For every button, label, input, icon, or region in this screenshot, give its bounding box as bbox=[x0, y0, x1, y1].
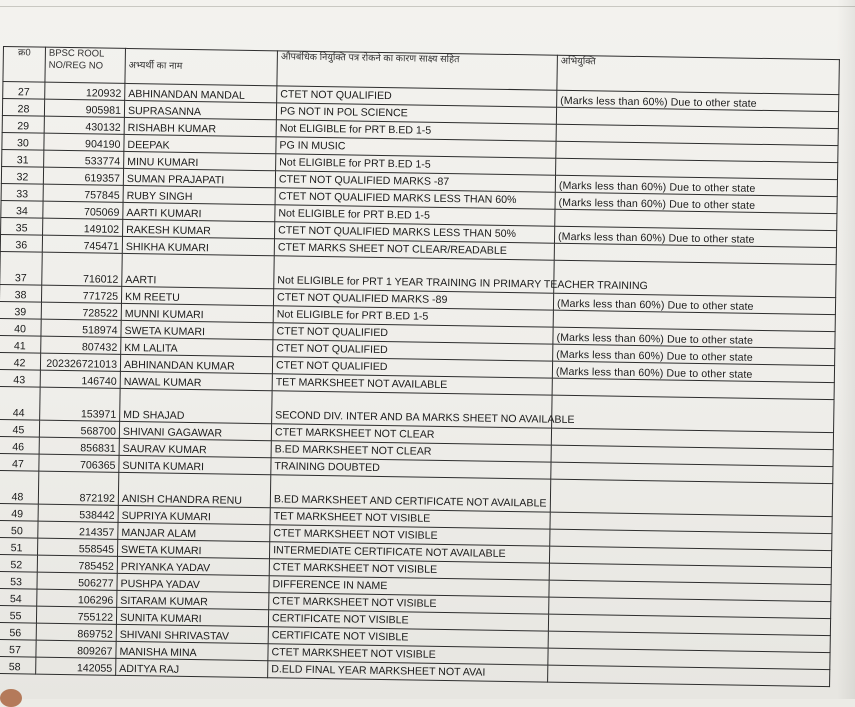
cell-serial: 42 bbox=[0, 352, 41, 370]
cell-serial: 54 bbox=[0, 588, 37, 606]
cell-roll-no: 728522 bbox=[41, 302, 121, 320]
cell-serial: 56 bbox=[0, 622, 36, 640]
cell-remark: (Marks less than 60%) Due to other state bbox=[553, 344, 835, 365]
cell-roll-no: 538442 bbox=[38, 504, 118, 522]
cell-reason: D.ELD FINAL YEAR MARKSHEET NOT AVAI bbox=[268, 661, 548, 682]
cell-serial: 31 bbox=[2, 149, 44, 167]
cell-reason: Not ELIGIBLE for PRT 1 YEAR TRAINING IN PRIMARY TEACHER TRAINING bbox=[274, 256, 554, 293]
cell-reason: INTERMEDIATE CERTIFICATE NOT AVAILABLE bbox=[269, 542, 549, 563]
cell-candidate-name: SUMAN PRAJAPATI bbox=[123, 168, 275, 187]
cell-candidate-name: SHIKHA KUMARI bbox=[122, 236, 274, 255]
cell-remark: (Marks less than 60%) Due to other state bbox=[553, 327, 835, 348]
cell-reason: CTET NOT QUALIFIED MARKS LESS THAN 60% bbox=[275, 188, 555, 209]
cell-reason: CTET MARKSHEET NOT VISIBLE bbox=[270, 525, 550, 546]
cell-serial: 27 bbox=[3, 82, 45, 100]
cell-candidate-name: MINU KUMARI bbox=[124, 151, 276, 170]
scan-edge-shadow bbox=[837, 0, 855, 699]
header-roll-no: BPSC ROOL NO/REG NO bbox=[45, 47, 126, 83]
cell-serial: 28 bbox=[2, 99, 44, 117]
cell-serial: 44 bbox=[0, 386, 40, 420]
cell-candidate-name: SUNITA KUMARI bbox=[119, 455, 271, 474]
cell-serial: 47 bbox=[0, 453, 39, 471]
cell-candidate-name: SUNITA KUMARI bbox=[116, 607, 268, 626]
cell-reason: CERTIFICATE NOT VISIBLE bbox=[268, 610, 548, 631]
cell-serial: 39 bbox=[0, 301, 41, 319]
cell-reason: CTET NOT QUALIFIED MARKS -87 bbox=[275, 171, 555, 192]
cell-roll-no: 856831 bbox=[39, 437, 119, 455]
page-top-rule bbox=[0, 6, 855, 7]
cell-candidate-name: MANISHA MINA bbox=[116, 641, 268, 660]
cell-serial: 46 bbox=[0, 436, 39, 454]
cell-reason: SECOND DIV. INTER AND BA MARKS SHEET NO AVAILABLE bbox=[272, 391, 552, 428]
cell-candidate-name: RUBY SINGH bbox=[123, 185, 275, 204]
cell-roll-no: 785452 bbox=[37, 555, 117, 573]
header-remark: अभियुक्ति bbox=[557, 55, 840, 94]
cell-serial: 45 bbox=[0, 419, 40, 437]
cell-roll-no: 755122 bbox=[36, 606, 116, 624]
cell-reason: Not ELIGIBLE for PRT B.ED 1-5 bbox=[273, 306, 553, 327]
cell-reason: TRAINING DOUBTED bbox=[271, 458, 551, 479]
cell-serial: 49 bbox=[0, 503, 38, 521]
cell-reason: CTET NOT QUALIFIED bbox=[273, 340, 553, 361]
cell-reason: CTET NOT QUALIFIED bbox=[277, 86, 557, 107]
cell-reason: Not ELIGIBLE for PRT B.ED 1-5 bbox=[275, 205, 555, 226]
cell-roll-no: 904190 bbox=[44, 133, 124, 151]
cell-candidate-name: SWETA KUMARI bbox=[121, 320, 273, 339]
cell-reason: CTET MARKSHEET NOT CLEAR bbox=[271, 424, 551, 445]
cell-candidate-name: MUNNI KUMARI bbox=[121, 303, 273, 322]
cell-serial: 48 bbox=[0, 470, 39, 504]
cell-roll-no: 869752 bbox=[36, 623, 116, 641]
cell-reason: Not ELIGIBLE for PRT B.ED 1-5 bbox=[276, 120, 556, 141]
cell-candidate-name: KM REETU bbox=[121, 286, 273, 305]
cell-serial: 36 bbox=[0, 234, 42, 252]
cell-roll-no: 558545 bbox=[38, 538, 118, 556]
cell-reason: CTET MARKS SHEET NOT CLEAR/READABLE bbox=[274, 239, 554, 260]
cell-serial: 37 bbox=[0, 251, 42, 285]
cell-reason: Not ELIGIBLE for PRT B.ED 1-5 bbox=[276, 154, 556, 175]
cell-serial: 32 bbox=[1, 166, 43, 184]
cell-remark bbox=[548, 665, 830, 686]
cell-roll-no: 809267 bbox=[36, 640, 116, 658]
cell-candidate-name: AARTI bbox=[122, 253, 274, 288]
cell-serial: 50 bbox=[0, 520, 38, 538]
cell-candidate-name: RISHABH KUMAR bbox=[124, 117, 276, 136]
cell-candidate-name: SUPRIYA KUMARI bbox=[118, 505, 270, 524]
cell-roll-no: 214357 bbox=[38, 521, 118, 539]
cell-candidate-name: SAURAV KUMAR bbox=[119, 438, 271, 457]
cell-candidate-name: AARTI KUMARI bbox=[123, 202, 275, 221]
cell-reason: CTET NOT QUALIFIED MARKS -89 bbox=[273, 289, 553, 310]
cell-reason: CTET MARKSHEET NOT VISIBLE bbox=[269, 559, 549, 580]
cell-roll-no: 202326721013 bbox=[40, 353, 120, 371]
cell-remark: (Marks less than 60%) Due to other state bbox=[554, 226, 836, 247]
cell-roll-no: 619357 bbox=[43, 167, 123, 185]
cell-serial: 30 bbox=[2, 132, 44, 150]
cell-remark bbox=[550, 479, 832, 516]
cell-roll-no: 705069 bbox=[43, 201, 123, 219]
cell-candidate-name: PUSHPA YADAV bbox=[117, 573, 269, 592]
cell-roll-no: 716012 bbox=[42, 252, 123, 286]
cell-candidate-name: ANISH CHANDRA RENU bbox=[118, 472, 270, 507]
cell-serial: 58 bbox=[0, 656, 36, 674]
table-body bbox=[0, 82, 839, 687]
cell-candidate-name: ABHINANDAN KUMAR bbox=[120, 354, 272, 373]
cell-roll-no: 568700 bbox=[39, 420, 119, 438]
cell-candidate-name: RAKESH KUMAR bbox=[123, 219, 275, 238]
cell-roll-no: 872192 bbox=[38, 471, 119, 505]
cell-serial: 41 bbox=[0, 335, 41, 353]
cell-reason: PG NOT IN POL SCIENCE bbox=[276, 103, 556, 124]
cell-reason: DIFFERENCE IN NAME bbox=[269, 576, 549, 597]
cell-serial: 51 bbox=[0, 537, 38, 555]
cell-remark: (Marks less than 60%) Due to other state bbox=[552, 361, 834, 382]
cell-candidate-name: ADITYA RAJ bbox=[116, 658, 268, 677]
cell-reason: B.ED MARKSHEET NOT CLEAR bbox=[271, 441, 551, 462]
cell-roll-no: 771725 bbox=[41, 285, 121, 303]
cell-reason: TET MARKSHEET NOT AVAILABLE bbox=[272, 374, 552, 395]
cell-serial: 29 bbox=[2, 115, 44, 133]
cell-reason: CTET NOT QUALIFIED MARKS LESS THAN 50% bbox=[275, 222, 555, 243]
cell-serial: 53 bbox=[0, 571, 37, 589]
cell-roll-no: 106296 bbox=[37, 589, 117, 607]
cell-candidate-name: DEEPAK bbox=[124, 134, 276, 153]
cell-remark: (Marks less than 60%) Due to other state bbox=[555, 192, 837, 213]
cell-candidate-name: SHIVANI SHRIVASTAV bbox=[116, 624, 268, 643]
cell-reason: B.ED MARKSHEET AND CERTIFICATE NOT AVAILABLE bbox=[270, 475, 550, 512]
cell-roll-no: 120932 bbox=[45, 82, 125, 100]
cell-roll-no: 518974 bbox=[41, 319, 121, 337]
cell-candidate-name: MD SHAJAD bbox=[120, 388, 272, 423]
cell-remark: (Marks less than 60%) Due to other state bbox=[553, 293, 835, 314]
cell-candidate-name: ABHINANDAN MANDAL bbox=[125, 83, 277, 102]
cell-candidate-name: PRIYANKA YADAV bbox=[117, 556, 269, 575]
cell-candidate-name: MANJAR ALAM bbox=[118, 522, 270, 541]
cell-roll-no: 905981 bbox=[44, 99, 124, 117]
cell-candidate-name: SITARAM KUMAR bbox=[117, 590, 269, 609]
cell-reason: CERTIFICATE NOT VISIBLE bbox=[268, 627, 548, 648]
cell-roll-no: 506277 bbox=[37, 572, 117, 590]
cell-candidate-name: SUPRASANNA bbox=[124, 100, 276, 119]
cell-roll-no: 146740 bbox=[40, 370, 120, 388]
cell-roll-no: 757845 bbox=[43, 184, 123, 202]
cell-roll-no: 706365 bbox=[39, 454, 119, 472]
cell-serial: 33 bbox=[1, 183, 43, 201]
cell-serial: 35 bbox=[1, 217, 43, 235]
cell-candidate-name: NAWAL KUMAR bbox=[120, 371, 272, 390]
cell-remark: (Marks less than 60%) Due to other state bbox=[557, 90, 839, 111]
cell-roll-no: 533774 bbox=[44, 150, 124, 168]
cell-candidate-name: KM LALITA bbox=[121, 337, 273, 356]
cell-candidate-name: SHIVANI GAGAWAR bbox=[119, 421, 271, 440]
cell-remark: (Marks less than 60%) Due to other state bbox=[555, 175, 837, 196]
cell-candidate-name: SWETA KUMARI bbox=[117, 539, 269, 558]
cell-roll-no: 149102 bbox=[43, 218, 123, 236]
cell-reason: TET MARKSHEET NOT VISIBLE bbox=[270, 508, 550, 529]
cell-roll-no: 745471 bbox=[42, 235, 122, 253]
cell-remark bbox=[552, 395, 834, 432]
cell-reason: PG IN MUSIC bbox=[276, 137, 556, 158]
cell-reason: CTET MARKSHEET NOT VISIBLE bbox=[269, 593, 549, 614]
header-serial: क्र0 bbox=[3, 47, 46, 83]
candidate-list-table bbox=[0, 46, 840, 687]
cell-roll-no: 807432 bbox=[41, 336, 121, 354]
cell-serial: 57 bbox=[0, 639, 36, 657]
cell-serial: 40 bbox=[0, 318, 41, 336]
header-reason: औपबंधिक नियुक्ति पत्र रोकने का कारण साक्ष्य सहित bbox=[277, 51, 558, 90]
cell-roll-no: 142055 bbox=[36, 657, 116, 675]
cell-serial: 55 bbox=[0, 605, 37, 623]
cell-reason: CTET NOT QUALIFIED bbox=[273, 323, 553, 344]
cell-serial: 43 bbox=[0, 369, 40, 387]
cell-roll-no: 430132 bbox=[44, 116, 124, 134]
cell-roll-no: 153971 bbox=[40, 387, 121, 421]
cell-serial: 38 bbox=[0, 284, 42, 302]
cell-serial: 34 bbox=[1, 200, 43, 218]
cell-reason: CTET NOT QUALIFIED bbox=[272, 357, 552, 378]
cell-reason: CTET MARKSHEET NOT VISIBLE bbox=[268, 644, 548, 665]
cell-serial: 52 bbox=[0, 554, 38, 572]
paper-stain bbox=[0, 689, 22, 707]
header-candidate-name: अभ्यर्थी का नाम bbox=[125, 48, 278, 85]
